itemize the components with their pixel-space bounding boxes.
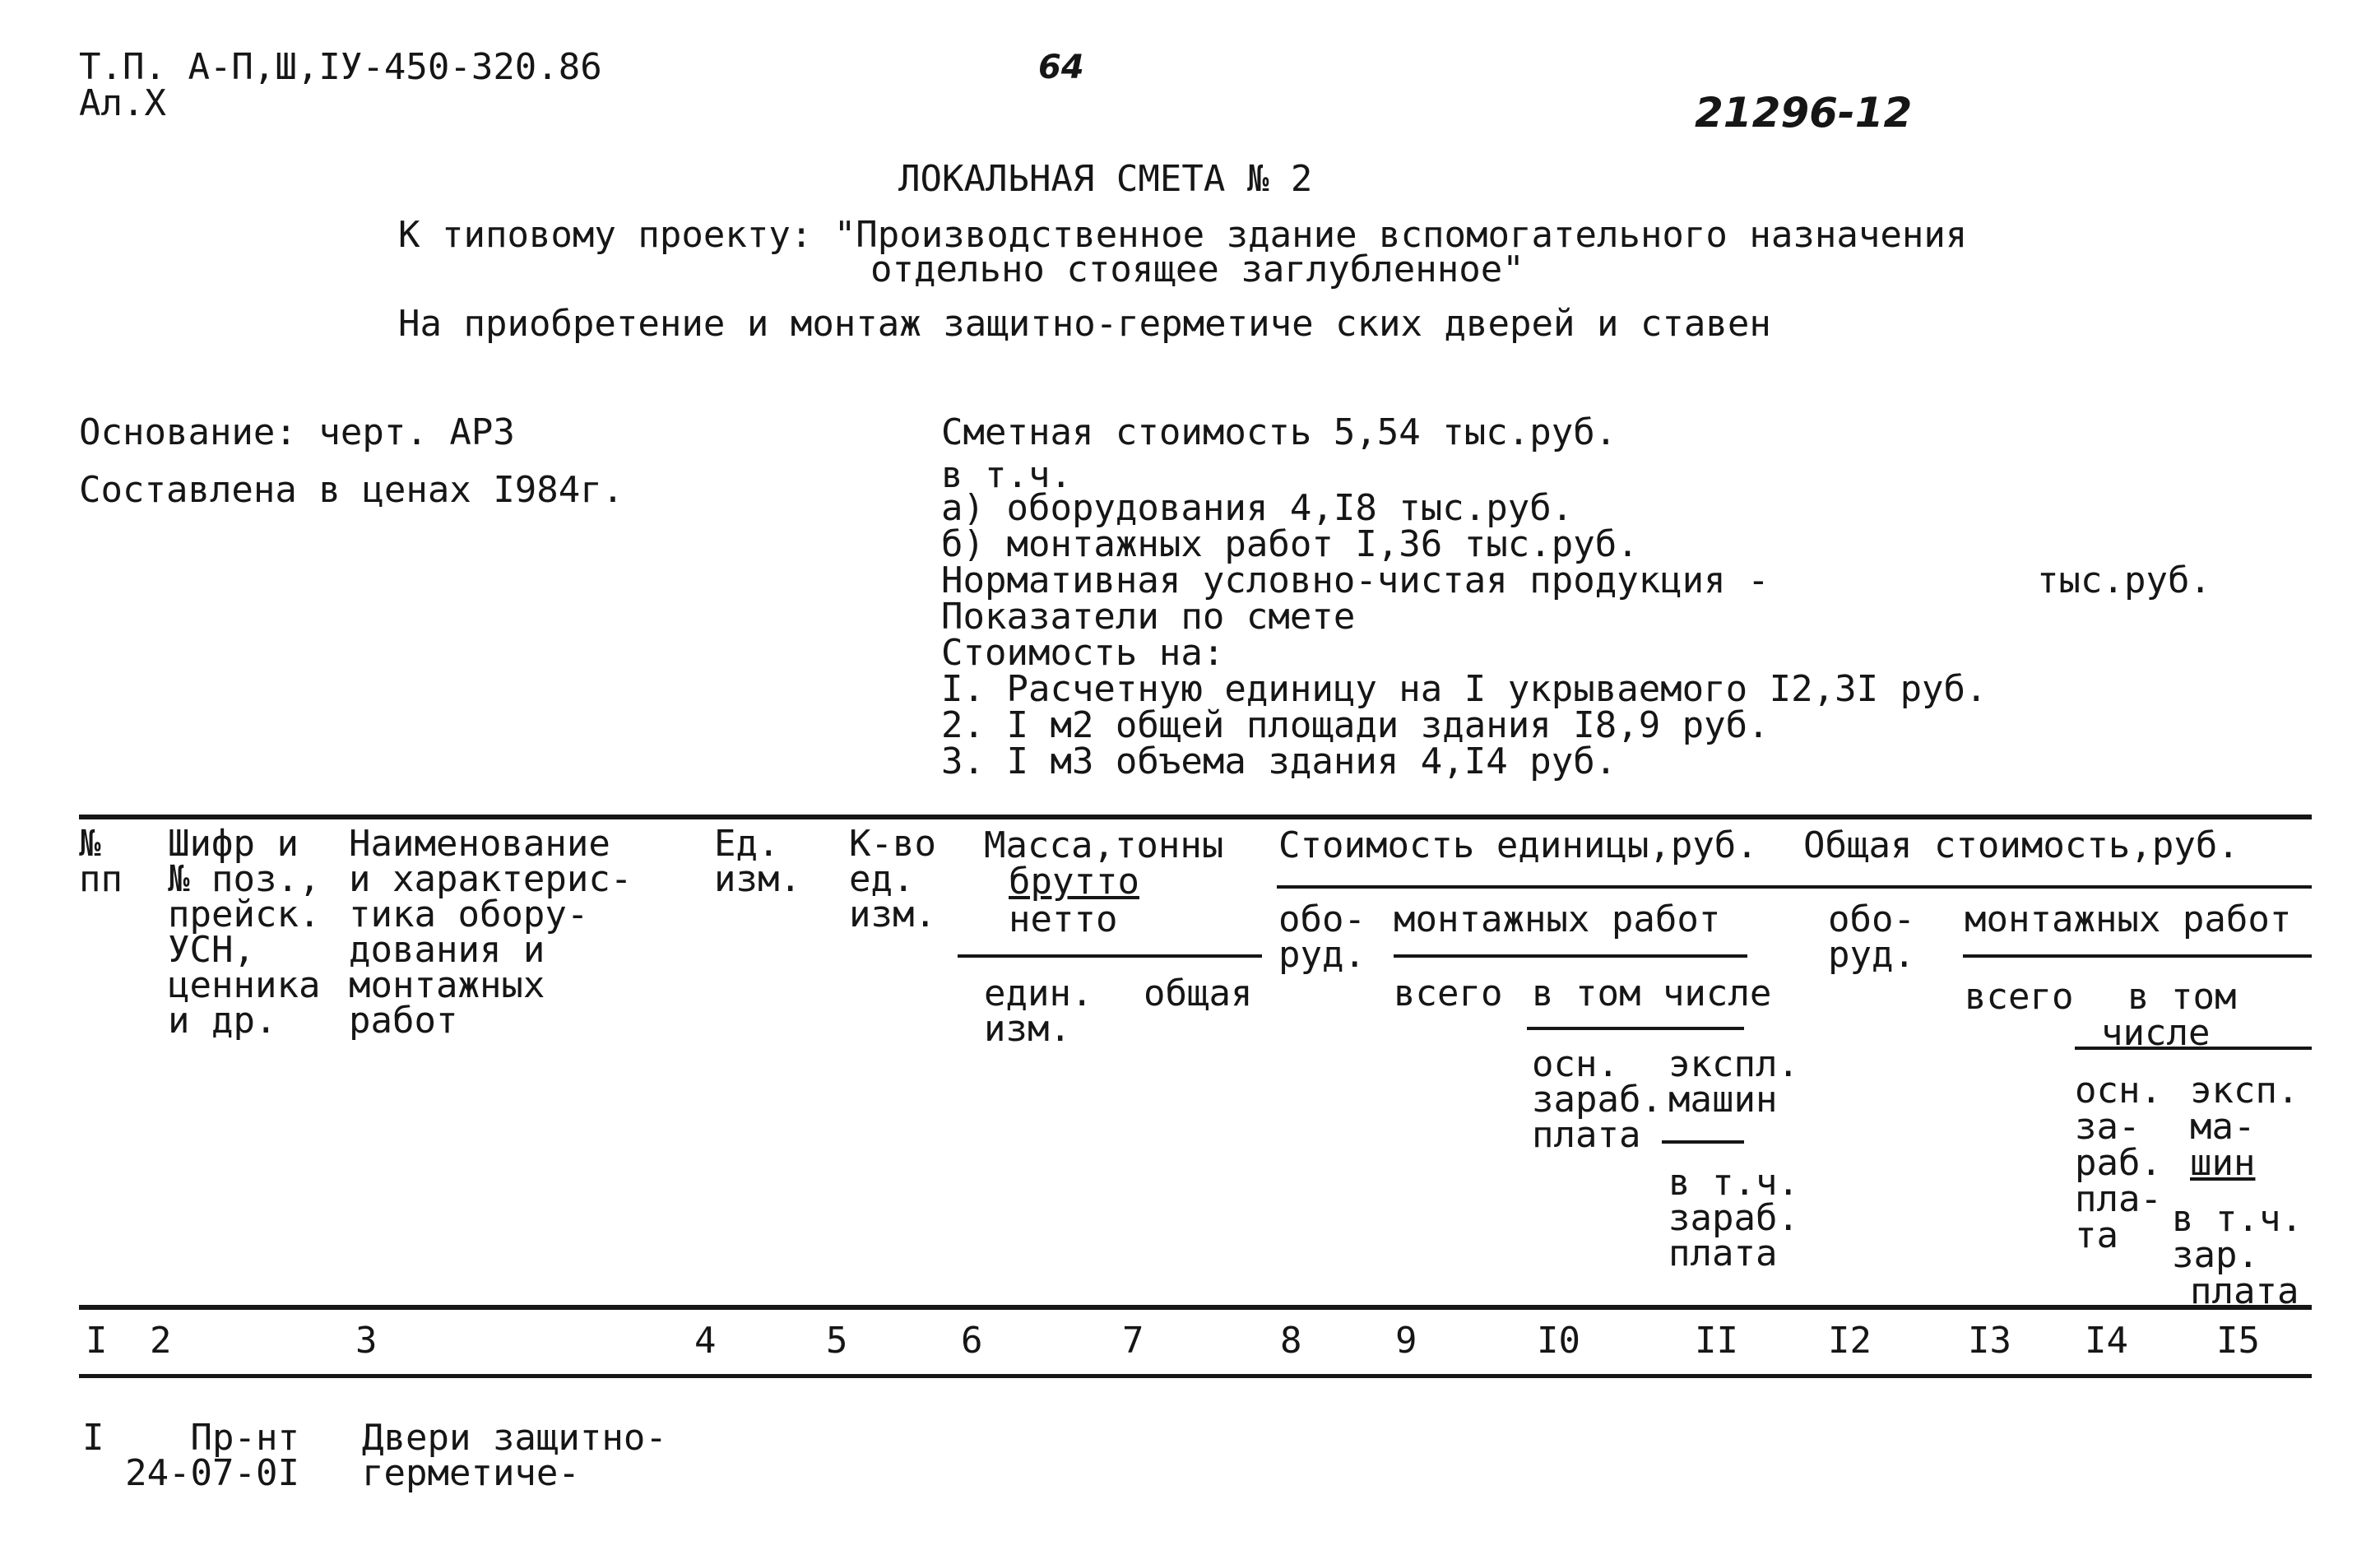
row-code: Пр-нт 24-07-0I	[125, 1417, 299, 1494]
header-col-5: К-во ед. изм.	[849, 823, 936, 935]
summary-indicators: Показатели по смете	[941, 596, 1356, 638]
summary-installation: б) монтажных работ I,36 тыс.руб.	[941, 523, 1639, 565]
header-mass: Масса,тонны	[984, 824, 1224, 866]
header-installation: монтажных работ	[1394, 898, 1721, 940]
header-installation-total: монтажных работ	[1965, 898, 2292, 940]
column-number-5: 5	[826, 1320, 848, 1362]
header-mass-total: общая	[1144, 972, 1253, 1014]
column-number-3: 3	[355, 1320, 378, 1362]
header-col-2: Шифр и № поз., прейск. УСН, ценника и др.	[168, 823, 321, 1042]
summary-estimated-cost: Сметная стоимость 5,54 тыс.руб.	[941, 411, 1617, 453]
column-number-1: I	[86, 1320, 108, 1362]
basis-foundation: Основание: черт. АРЗ	[79, 411, 515, 453]
header-total-cost: Общая стоимость,руб.	[1803, 824, 2239, 866]
mass-subrule	[958, 954, 1262, 958]
column-number-8: 8	[1280, 1320, 1302, 1362]
header-incl-wage-total-b: плата	[2190, 1270, 2299, 1312]
project-line-1: К типовому проекту: "Производственное здание вспомогательного назначения	[398, 214, 1968, 256]
header-unit-cost: Стоимость единицы,руб.	[1278, 824, 1758, 866]
header-machines-total-b: шин	[2190, 1142, 2256, 1184]
header-netto: нетто	[1009, 898, 1118, 940]
header-incl-total-b: числе	[2101, 1012, 2211, 1054]
row-name: Двери защитно- герметиче-	[362, 1417, 667, 1494]
row-number: I	[82, 1417, 104, 1459]
column-number-12: I2	[1828, 1320, 1872, 1362]
header-all-total: всего	[1965, 976, 2074, 1018]
basis-prices: Составлена в ценах I984г.	[79, 469, 624, 511]
summary-equipment: а) оборудования 4,I8 тыс.руб.	[941, 487, 1574, 529]
cost-group-rule	[1277, 885, 2312, 889]
header-incl-total-a: в том	[2127, 976, 2237, 1018]
estimate-purpose: На приобретение и монтаж защитно-герметиче ских дверей и ставен	[398, 303, 1771, 345]
header-machines: экспл. машин	[1668, 1043, 1799, 1121]
summary-item-2: 2. I м2 общей площади здания I8,9 руб.	[941, 704, 1770, 746]
page-number: 64	[1038, 49, 1084, 86]
header-wage: осн. зараб. плата	[1532, 1043, 1663, 1156]
machines-unit-rule	[1662, 1140, 1744, 1144]
column-number-4: 4	[694, 1320, 717, 1362]
header-bottom-rule	[79, 1305, 2312, 1310]
column-number-14: I4	[2085, 1320, 2128, 1362]
estimate-title: ЛОКАЛЬНАЯ СМЕТА № 2	[898, 158, 1313, 200]
summary-item-1: I. Расчетную единицу на I укрываемого I2,3I руб.	[941, 668, 1988, 710]
header-col-4: Ед. изм.	[714, 823, 801, 900]
album-number: Ал.Х	[79, 82, 166, 124]
column-number-7: 7	[1122, 1320, 1144, 1362]
column-number-6: 6	[961, 1320, 983, 1362]
header-install-all: всего	[1394, 972, 1503, 1014]
header-machines-total-a: эксп. ма-	[2190, 1070, 2299, 1148]
header-col-1: № пп	[79, 823, 123, 900]
column-number-2: 2	[150, 1320, 172, 1362]
summary-cost-per: Стоимость на:	[941, 632, 1225, 674]
header-equipment-total: обо- руд.	[1828, 898, 1915, 976]
install-unit-rule	[1394, 954, 1747, 958]
column-numbers-rule	[79, 1374, 2312, 1378]
document-code: Т.П. А-П,Ш,IУ-450-320.86	[79, 46, 602, 88]
column-number-9: 9	[1395, 1320, 1417, 1362]
table-top-rule	[79, 815, 2312, 819]
column-number-11: II	[1695, 1320, 1738, 1362]
header-incl-wage-total-a: в т.ч. зар.	[2172, 1198, 2303, 1276]
project-line-2: отдельно стоящее заглубленное"	[870, 248, 1524, 290]
column-number-10: I0	[1537, 1320, 1580, 1362]
column-number-15: I5	[2216, 1320, 2260, 1362]
header-brutto: брутто	[1009, 861, 1139, 903]
summary-item-3: 3. I м3 объема здания 4,I4 руб.	[941, 740, 1617, 782]
header-including: в том числе	[1532, 972, 1772, 1014]
summary-normative-unit: тыс.руб.	[2037, 559, 2211, 601]
header-mass-unit: един. изм.	[984, 972, 1093, 1050]
header-incl-wage: в т.ч. зараб. плата	[1668, 1162, 1799, 1274]
header-equipment: обо- руд.	[1278, 898, 1366, 976]
column-number-13: I3	[1968, 1320, 2011, 1362]
summary-normative: Нормативная условно-чистая продукция -	[941, 559, 1770, 601]
summary-including: в т.ч.	[941, 454, 1072, 496]
install-total-rule	[1963, 954, 2312, 958]
header-wage-total: осн. за- раб. пла- та	[2075, 1070, 2162, 1256]
inventory-number: 21296-12	[1695, 89, 1913, 137]
header-col-3: Наименование и характерис- тика обору- дования и монтажных работ	[349, 823, 633, 1042]
incl-unit-rule	[1527, 1027, 1744, 1030]
